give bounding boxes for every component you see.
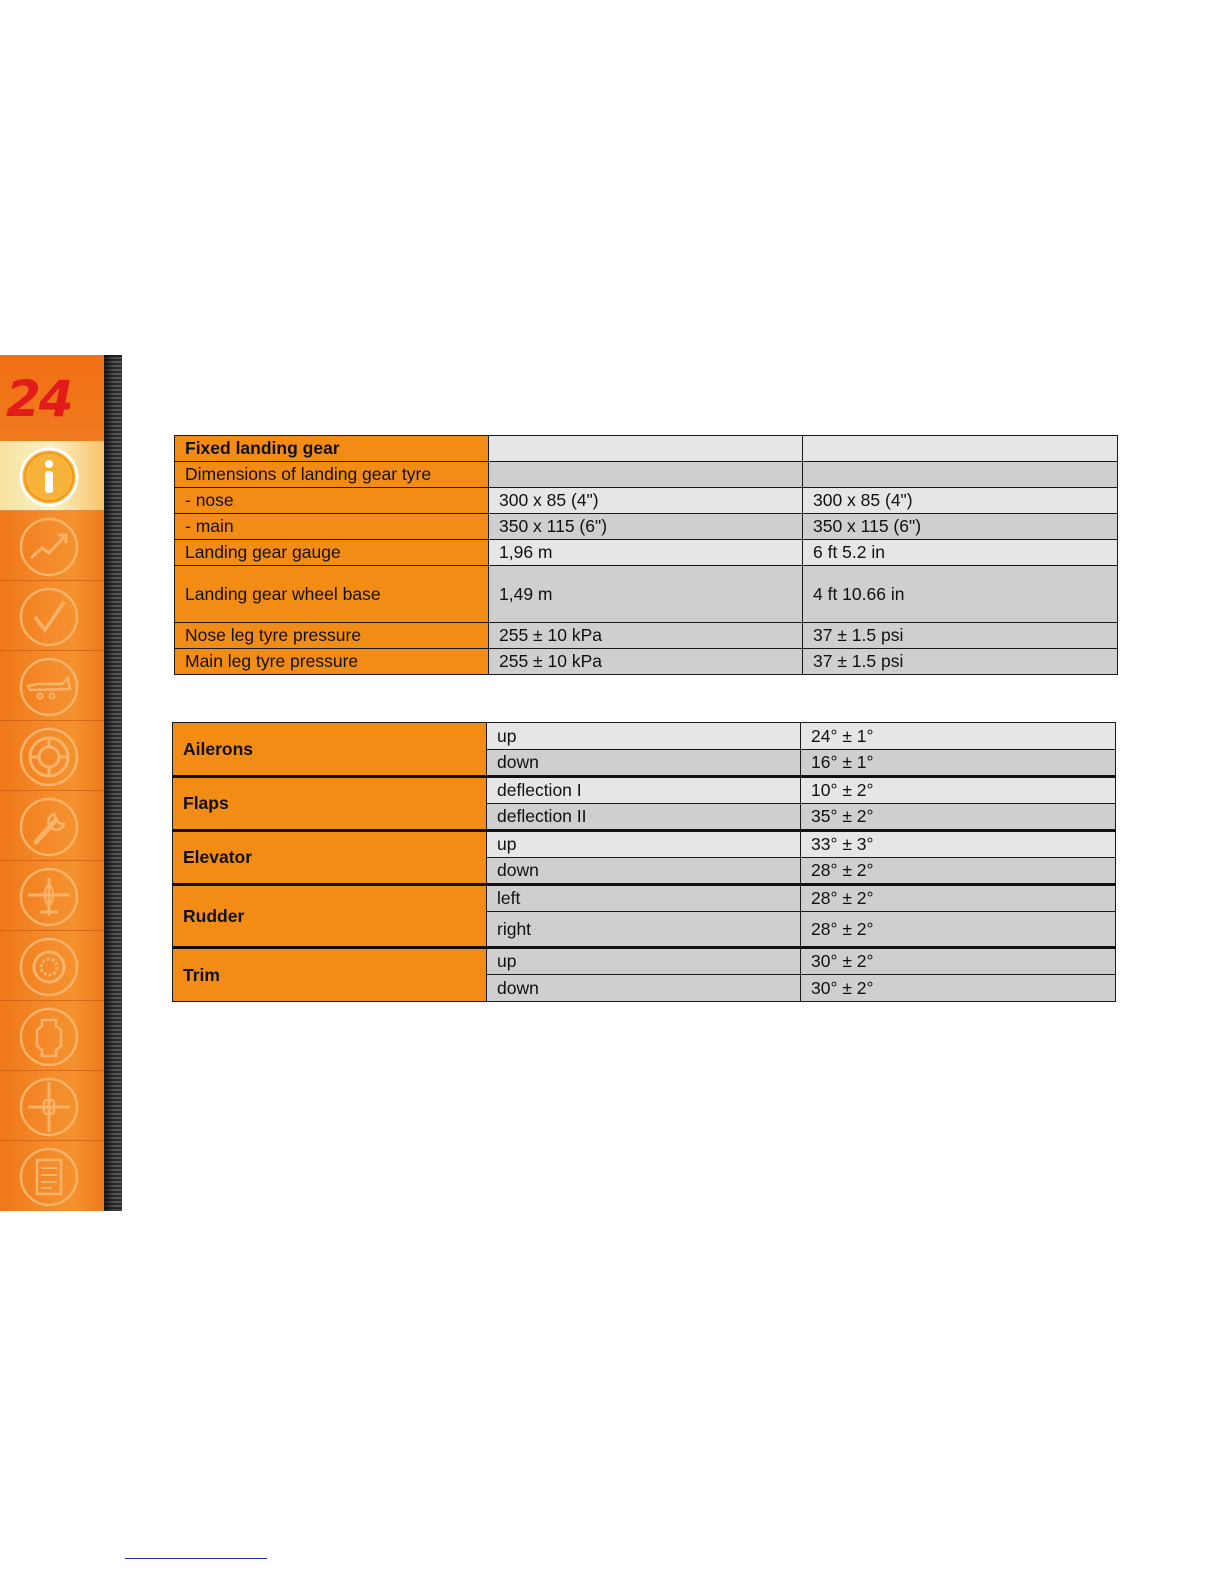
table-cell-imperial: 6 ft 5.2 in [803, 540, 1118, 566]
table-row [173, 723, 1116, 750]
table-cell-imperial: 350 x 115 (6") [803, 514, 1118, 540]
table-cell-label: Fixed landing gear [175, 436, 489, 462]
deflection-value: 28° ± 2° [801, 912, 1116, 948]
table-row [175, 488, 1118, 514]
nav-item-description[interactable] [0, 861, 104, 931]
wrench-icon [18, 796, 80, 858]
table-cell-label: - nose [175, 488, 489, 514]
table-row [175, 566, 1118, 623]
nav-item-maintenance[interactable] [0, 791, 104, 861]
control-surface-name: Trim [173, 948, 487, 1002]
control-surface-name: Flaps [173, 777, 487, 831]
deflection-direction: up [487, 948, 801, 975]
table-cell-metric: 300 x 85 (4") [489, 488, 803, 514]
table-cell-label: - main [175, 514, 489, 540]
table-row [175, 436, 1118, 462]
deflection-direction: left [487, 885, 801, 912]
table-row [175, 540, 1118, 566]
aircraft-top-icon [18, 866, 80, 928]
table-row [175, 623, 1118, 649]
footer-rule [125, 1558, 267, 1559]
deflection-value: 16° ± 1° [801, 750, 1116, 777]
deflection-direction: down [487, 975, 801, 1002]
table-cell-imperial: 37 ± 1.5 psi [803, 649, 1118, 675]
page-number-tab [0, 355, 104, 442]
table-cell-metric: 255 ± 10 kPa [489, 623, 803, 649]
table-row [173, 948, 1116, 975]
table-cell-metric: 1,49 m [489, 566, 803, 623]
page-number: 24 [6, 370, 72, 428]
table-row [173, 831, 1116, 858]
deflection-value: 24° ± 1° [801, 723, 1116, 750]
deflection-direction: down [487, 858, 801, 885]
chapter-sidebar [0, 355, 104, 1211]
table-cell-label: Dimensions of landing gear tyre [175, 462, 489, 488]
nav-item-performance[interactable] [0, 511, 104, 581]
checkmark-icon [18, 586, 80, 648]
control-surface-name: Rudder [173, 885, 487, 948]
deflection-direction: deflection I [487, 777, 801, 804]
table-cell-imperial: 4 ft 10.66 in [803, 566, 1118, 623]
deflection-value: 33° ± 3° [801, 831, 1116, 858]
info-icon [18, 446, 80, 508]
deflection-direction: up [487, 723, 801, 750]
nav-item-propeller[interactable] [0, 1071, 104, 1141]
table-cell-label: Landing gear wheel base [175, 566, 489, 623]
table-row [175, 462, 1118, 488]
table-cell-label: Main leg tyre pressure [175, 649, 489, 675]
table-cell-imperial [803, 462, 1118, 488]
table-cell-imperial: 37 ± 1.5 psi [803, 623, 1118, 649]
table-row [175, 514, 1118, 540]
lifebuoy-icon [18, 726, 80, 788]
table-row [175, 649, 1118, 675]
table-cell-imperial [803, 436, 1118, 462]
deflection-direction: right [487, 912, 801, 948]
deflection-direction: deflection II [487, 804, 801, 831]
deflection-value: 35° ± 2° [801, 804, 1116, 831]
checklist-icon [18, 1146, 80, 1208]
table-cell-imperial: 300 x 85 (4") [803, 488, 1118, 514]
nav-item-general-info[interactable] [0, 441, 104, 511]
table-cell-metric [489, 436, 803, 462]
table-cell-metric: 1,96 m [489, 540, 803, 566]
control-surface-name: Ailerons [173, 723, 487, 777]
trend-up-icon [18, 516, 80, 578]
sidebar-shadow-edge [104, 355, 122, 1211]
target-icon [18, 936, 80, 998]
nav-item-checklist[interactable] [0, 1141, 104, 1211]
table-cell-label: Nose leg tyre pressure [175, 623, 489, 649]
aircraft-side-icon [18, 656, 80, 718]
table-row [173, 777, 1116, 804]
nav-item-limitations[interactable] [0, 581, 104, 651]
deflection-value: 10° ± 2° [801, 777, 1116, 804]
deflection-value: 28° ± 2° [801, 885, 1116, 912]
engine-icon [18, 1006, 80, 1068]
control-deflection-table [172, 722, 1116, 1002]
landing-gear-table [174, 435, 1118, 675]
deflection-direction: up [487, 831, 801, 858]
deflection-direction: down [487, 750, 801, 777]
table-cell-label: Landing gear gauge [175, 540, 489, 566]
control-surface-name: Elevator [173, 831, 487, 885]
nav-item-aircraft[interactable] [0, 651, 104, 721]
deflection-value: 28° ± 2° [801, 858, 1116, 885]
table-cell-metric: 350 x 115 (6") [489, 514, 803, 540]
nav-item-emergency[interactable] [0, 721, 104, 791]
nav-item-handling[interactable] [0, 931, 104, 1001]
deflection-value: 30° ± 2° [801, 948, 1116, 975]
table-cell-metric [489, 462, 803, 488]
deflection-value: 30° ± 2° [801, 975, 1116, 1002]
table-cell-metric: 255 ± 10 kPa [489, 649, 803, 675]
propeller-icon [18, 1076, 80, 1138]
nav-item-engine[interactable] [0, 1001, 104, 1071]
table-row [173, 885, 1116, 912]
